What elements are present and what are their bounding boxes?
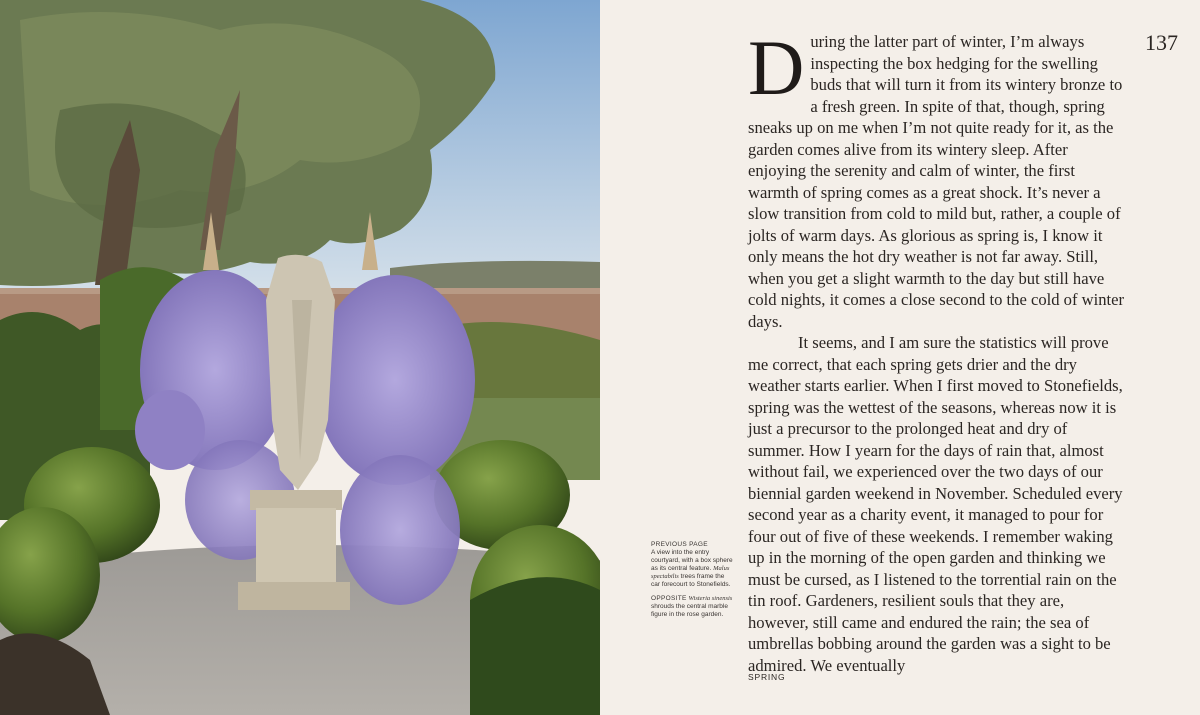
caption-opposite-text: shrouds the central marble figure in the rose garden. [651, 603, 728, 618]
caption-opposite-heading: OPPOSITE [651, 595, 687, 602]
paragraph-1 [748, 24, 1128, 332]
caption-previous-text-2: trees frame the car forecourt to Stonefields. [651, 573, 731, 588]
drop-cap: D [748, 24, 805, 111]
text-page [600, 0, 1200, 715]
caption-previous-heading: PREVIOUS PAGE [651, 541, 708, 548]
caption-previous [651, 541, 733, 589]
caption-previous-species: Malus spectabilis [651, 565, 730, 580]
page-number: 137 [1145, 30, 1178, 55]
paragraph-2: It seems, and I am sure the statistics will prove me correct, that each spring gets drier and the dry weather starts earlier. When I first moved to Stonefields, spring was the wettest of the seasons, whereas now it is just a precursor to the prolonged heat and dry of summer. How I yearn for the days of rain that, almost without fail, we experienced over the two days of our biennial garden weekend in November. Scheduled every second year as a charity event, it managed to pour for four out of five of these weekends. I remember waking up in the morning of the open garden and thinking we must be cursed, as I listened to the torrential rain on the tin roof. Gardeners, resilient souls that they are, however, still came and endured the rain; the sea of umbrellas bobbing around the garden was a sight to be admired. We eventually [748, 333, 1123, 675]
caption-previous-text-1: A view into the entry courtyard, with a box sphere as its central feature. [651, 549, 733, 572]
photo-caption [651, 541, 733, 625]
caption-opposite [651, 595, 733, 619]
caption-opposite-species: Wisteria sinensis [688, 595, 733, 602]
body-text [748, 24, 1128, 676]
paragraph-1-text: uring the latter part of winter, I’m always inspecting the box hedging for the swelling buds that will turn it from its wintery bronze to a fresh green. In spite of that, though, spring sneaks up on me when I’m not quite ready for it, as the garden comes alive from its wintery sleep. After enjoying the serenity and calm of winter, the first warmth of spring comes as a great shock. It’s never a slow transition from cold to mild but, rather, a couple of jolts of warm days. As glorious as spring is, I know it only means the hot dry weather is not far away. Still, when you get a slight warmth to the day but still have cold nights, it comes a close second to the cold of winter days. [748, 32, 1125, 331]
section-label: SPRING [748, 672, 786, 682]
